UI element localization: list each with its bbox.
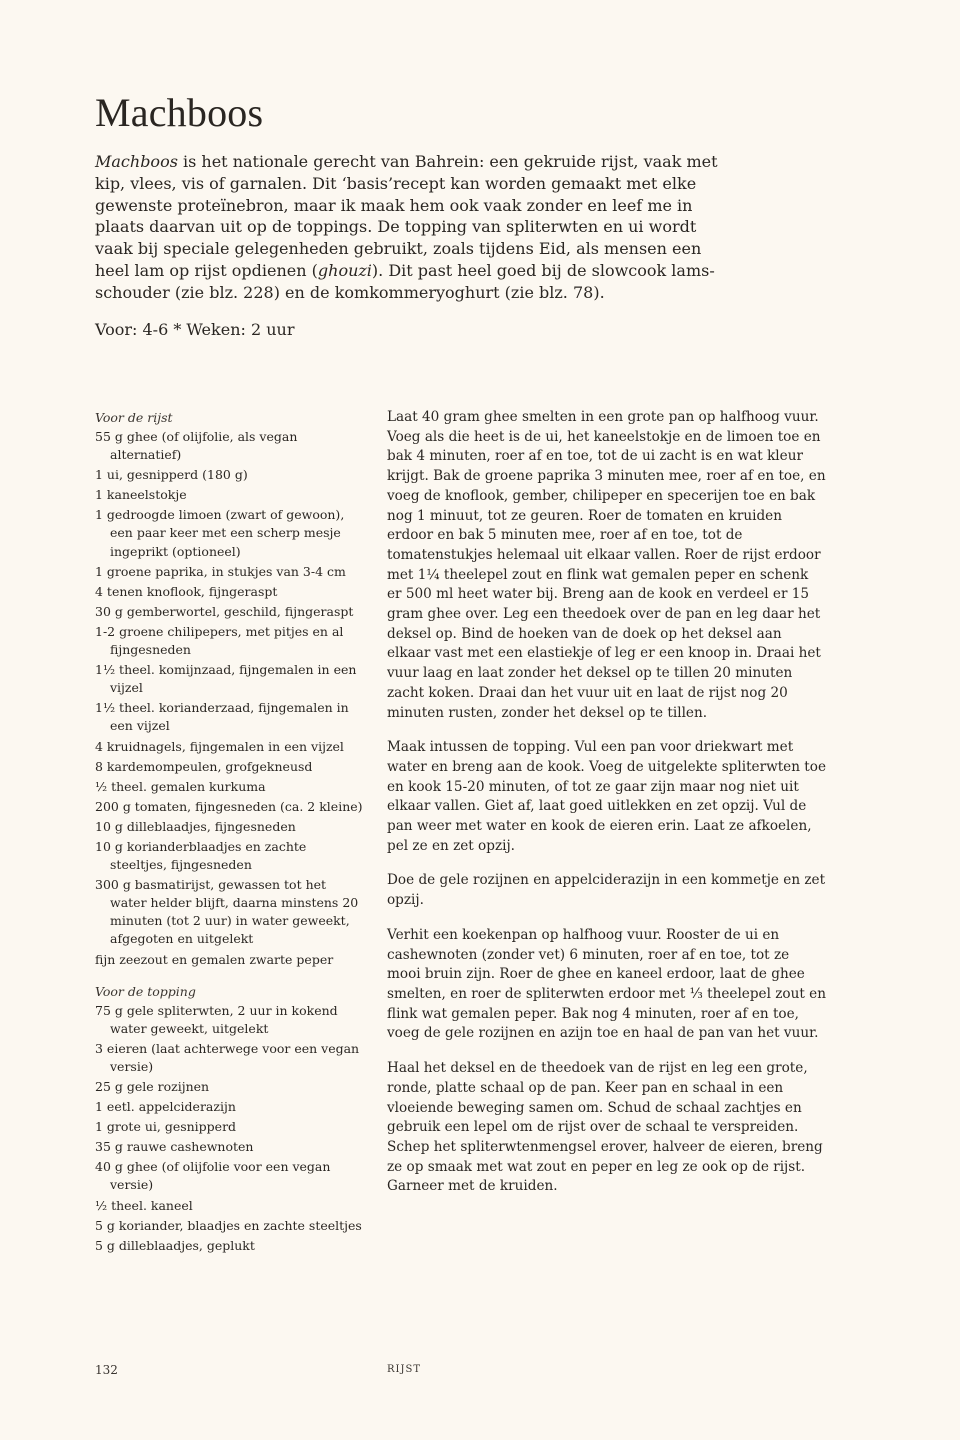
- ingredient-item: 5 g dilleblaadjes, geplukt: [95, 1237, 255, 1253]
- ingredient-item: 1½ theel. korianderzaad, fijngemalen in een vijzel: [95, 700, 349, 734]
- page-title: Machboos: [95, 90, 264, 135]
- method-column: [387, 408, 827, 1212]
- intro-dish-name: Machboos: [95, 152, 178, 171]
- ingredient-item: 75 g gele spliterwten, 2 uur in kokend water geweekt, uitgelekt: [95, 1002, 338, 1036]
- method-step: Verhit een koekenpan op halfhoog vuur. Rooster de ui en cashewnoten (zonder vet) 6 minuten, roer af en toe, tot ze mooi bruin zijn. Roer de ghee en kaneel erdoor, laat de ghee smelten, en roer de spliterwten erdoor met ⅓ theelepel zout en flink wat gemalen peper. Bak nog 4 minuten, roer af en toe, voeg de gele rozijnen en azijn toe en haal de pan van het vuur.: [387, 926, 826, 1042]
- ingredient-item: 200 g tomaten, fijngesneden (ca. 2 kleine): [95, 798, 363, 814]
- ingredient-item: fijn zeezout en gemalen zwarte peper: [95, 951, 334, 967]
- ingredient-item: 3 eieren (laat achterwege voor een vegan versie): [95, 1040, 360, 1074]
- rice-ingredients-heading: Voor de rijst: [95, 410, 173, 425]
- ingredient-item: 8 kardemompeulen, grofgekneusd: [95, 758, 313, 774]
- method-step: Laat 40 gram ghee smelten in een grote pan op halfhoog vuur. Voeg als die heet is de ui, het kaneelstokje en de limoen toe en bak 4 minuten, roer af en toe, tot de ui zacht is en wat kleur krijgt. Bak de groene paprika 3 minuten mee, roer af en toe, en voeg de knoflook, gember, chilipeper en specerijen toe en bak nog 1 minuut, tot ze geuren. Roer de tomaten en kruiden erdoor en bak 5 minuten mee, roer af en toe, tot de tomatenstukjes helemaal uit elkaar vallen. Roer de rijst erdoor met 1¼ theelepel zout en flink wat gemalen peper en schenk er 500 ml heet water bij. Breng aan de kook en verdeel er 15 gram ghee over. Leg een theedoek over de pan en leg daar het deksel op. Bind de hoeken van de doek op het deksel aan elkaar vast met een elastiekje of leg er een knoop in. Draai het vuur laag en laat zonder het deksel op te tillen 20 minuten zacht koken. Draai dan het vuur uit en laat de rijst nog 20 minuten rusten, zonder het deksel op te tillen.: [387, 409, 826, 721]
- ingredient-item: 1 kaneelstokje: [95, 487, 187, 503]
- ingredient-item: 1 groene paprika, in stukjes van 3-4 cm: [95, 563, 346, 579]
- page-number: 132: [95, 1363, 118, 1377]
- method-step: Haal het deksel en de theedoek van de rijst en leg een grote, ronde, platte schaal op de pan. Keer pan en schaal in een vloeiende beweging samen om. Schud de schaal zachtjes en gebruik een lepel om de rijst over de schaal te verspreiden. Schep het spliterwtenmengsel erover, halveer de eieren, breng ze op smaak met wat zout en peper en leg ze ook op de rijst. Garneer met de kruiden.: [387, 1060, 823, 1195]
- ingredient-item: ½ theel. kaneel: [95, 1197, 193, 1213]
- section-name: RIJST: [387, 1364, 422, 1375]
- ingredient-item: 1 eetl. appelciderazijn: [95, 1099, 236, 1115]
- ingredient-item: 30 g gemberwortel, geschild, fijngeraspt: [95, 603, 354, 619]
- method-step: Maak intussen de topping. Vul een pan voor driekwart met water en breng aan de kook. Voeg de uitgelekte spliterwten toe en kook 15-20 minuten, of tot ze gaar zijn maar nog niet uit elkaar vallen. Giet af, laat goed uitlekken en zet opzij. Vul de pan weer met water en kook de eieren erin. Laat ze afkoelen, pel ze en zet opzij.: [387, 739, 826, 854]
- ingredient-item: 25 g gele rozijnen: [95, 1079, 210, 1094]
- ingredient-item: ½ theel. gemalen kurkuma: [95, 778, 266, 794]
- intro-text-1: is het nationale gerecht van Bahrein: een gekruide rijst, vaak met kip, vlees, vis of garnalen. Dit ‘basis’recept kan worden gemaakt met elke gewenste proteïnebron, maar ik maak hem ook vaak zonder en leef me in plaats daarvan uit op de toppings. De topping van spliterwten en ui wordt vaak bij speciale gelegenheden gebruikt, zoals tijdens Eid, als mensen een heel lam op rijst opdienen (: [95, 152, 718, 280]
- servings-and-soaking: Voor: 4-6 * Weken: 2 uur: [95, 320, 295, 339]
- ingredient-item: 5 g koriander, blaadjes en zachte steeltjes: [95, 1217, 362, 1233]
- ingredient-item: 35 g rauwe cashewnoten: [95, 1139, 254, 1155]
- ingredient-item: 1 grote ui, gesnipperd: [95, 1119, 237, 1135]
- ingredient-item: 10 g dilleblaadjes, fijngesneden: [95, 818, 296, 834]
- method-step: Doe de gele rozijnen en appelciderazijn in een kommetje en zet opzij.: [387, 872, 826, 909]
- ingredient-item: 10 g korianderblaadjes en zachte steeltjes, fijngesneden: [95, 838, 307, 873]
- topping-ingredients-heading: Voor de topping: [95, 983, 196, 999]
- intro-paragraph: [95, 151, 735, 304]
- rice-ingredients-list: [95, 428, 365, 969]
- intro-ghouzi: ghouzi: [317, 260, 372, 280]
- ingredient-item: 300 g basmatirijst, gewassen tot het water helder blijft, daarna minstens 20 minuten (tot 2 uur) in water geweekt, afgegoten en uitgelekt: [95, 877, 359, 947]
- topping-ingredients-list: [95, 1002, 365, 1255]
- ingredient-item: 1½ theel. komijnzaad, fijngemalen in een vijzel: [95, 662, 357, 696]
- ingredient-item: 4 kruidnagels, fijngemalen in een vijzel: [95, 738, 344, 754]
- intro-text-2: ). Dit past heel goed bij de slowcook lamsschouder (zie blz. 228) en de komkommeryoghurt (zie blz. 78).: [95, 260, 715, 302]
- ingredients-column: [95, 409, 365, 1257]
- ingredient-item: 1 ui, gesnipperd (180 g): [95, 467, 248, 483]
- ingredient-item: 1-2 groene chilipepers, met pitjes en al fijngesneden: [95, 623, 344, 658]
- ingredient-item: 1 gedroogde limoen (zwart of gewoon), een paar keer met een scherp mesje ingeprikt (optioneel): [95, 507, 345, 559]
- ingredient-item: 55 g ghee (of olijfolie, als vegan alternatief): [95, 429, 298, 463]
- ingredient-item: 40 g ghee (of olijfolie voor een vegan versie): [95, 1159, 331, 1193]
- ingredient-item: 4 tenen knoflook, fijngeraspt: [95, 583, 278, 599]
